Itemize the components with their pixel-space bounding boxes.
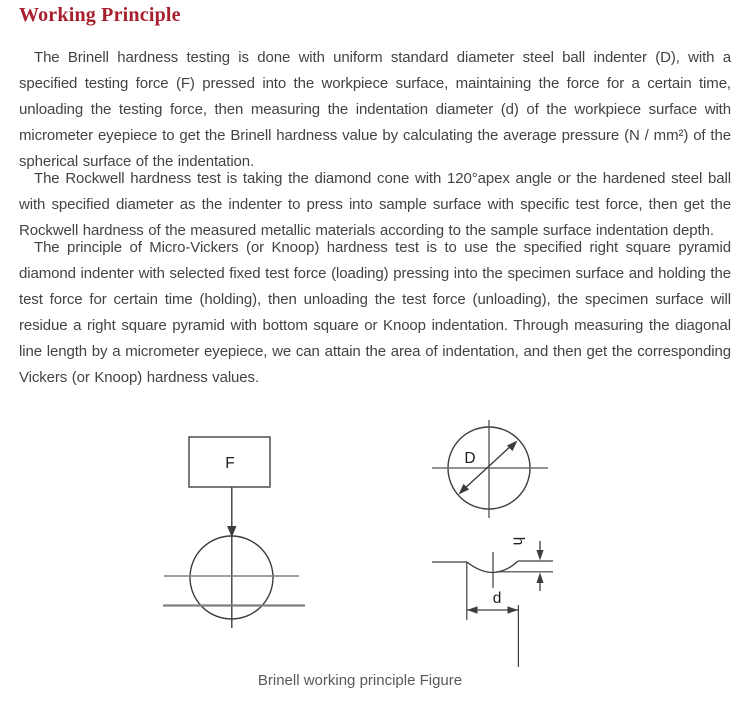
- brinell-principle-figure: [0, 420, 750, 672]
- load-and-ball-diagram: [163, 437, 305, 628]
- indentation-depth-label: h: [509, 536, 527, 546]
- diameter-dimension-head-right: [508, 606, 519, 613]
- figure-caption: Brinell working principle Figure: [257, 672, 463, 689]
- depth-arrow-lower-head: [536, 573, 543, 584]
- brinell-principle-diagram: [0, 420, 750, 672]
- paragraph-vickers: The principle of Micro-Vickers (or Knoop) hardness test is to use the specified right square pyramid diamond indenter with selected fixed test force (loading) pressing into the specimen surface and holding the test force for certain time (holding), then unloading the test force (unloading), the specimen surface will residue a right square pyramid with bottom square or Knoop indentation. Through measuring the diagonal line length by a micrometer eyepiece, we can attain the area of indentation, and then get the corresponding Vickers (or Knoop) hardness values.: [19, 239, 731, 386]
- text-content: [19, 2, 731, 391]
- diameter-arrow-head-upper: [507, 441, 518, 452]
- ball-diameter-label: D: [464, 450, 476, 467]
- depth-arrow-upper-head: [536, 550, 543, 561]
- diameter-dimension-head-left: [467, 606, 478, 613]
- force-label: F: [225, 455, 235, 472]
- paragraph-brinell: The Brinell hardness testing is done with uniform standard diameter steel ball indenter (D), with a specified testing force (F) pressed into the workpiece surface, maintaining the force for a certain time, unloading the testing force, then measuring the indentation diameter (d) of the workpiece surface with micrometer eyepiece to get the Brinell hardness value by calculating the average pressure (N / mm²) of the spherical surface of the indentation.: [19, 49, 731, 170]
- ball-diameter-diagram: [432, 420, 548, 518]
- indentation-profile-diagram: [432, 537, 553, 667]
- indentation-diameter-label: d: [492, 590, 502, 607]
- paragraph-rockwell: The Rockwell hardness test is taking the diamond cone with 120°apex angle or the hardened steel ball with specified diameter as the indenter to press into sample surface with specific test force, then get the Rockwell hardness of the measured metallic materials according to the sample surface indentation depth.: [19, 170, 731, 239]
- page-title: Working Principle: [19, 4, 181, 26]
